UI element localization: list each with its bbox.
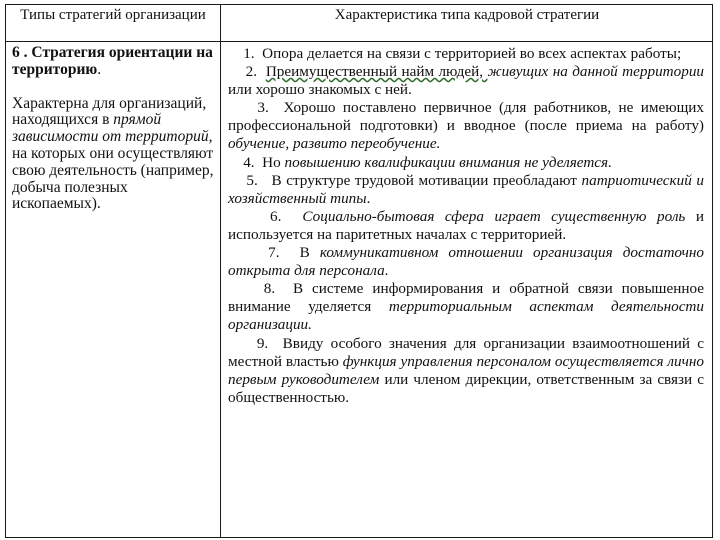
- characteristic-item: [228, 99, 704, 153]
- item-text: или членом дирекции, ответственным за связи с общественностью.: [228, 370, 704, 406]
- header-divider: [6, 41, 712, 42]
- characteristics-cell: [228, 45, 704, 407]
- item-text: повышению квалификации внимания не уделяется.: [284, 153, 612, 171]
- item-number: 1.: [228, 45, 263, 62]
- characteristic-item: [228, 154, 704, 172]
- column-divider: [220, 5, 221, 537]
- characteristic-item: [228, 335, 704, 407]
- item-text: обучение, развито переобучение.: [228, 135, 441, 153]
- item-number: 9.: [228, 334, 283, 352]
- item-number: 7.: [228, 244, 300, 262]
- item-text: Опора делается на связи с территорией во всех аспектах работы;: [262, 45, 682, 62]
- item-text: территориальным аспектам деятельности организации.: [228, 298, 704, 334]
- item-number: 5.: [228, 171, 267, 189]
- item-text: Но: [262, 153, 285, 171]
- item-text: В: [299, 244, 320, 262]
- characteristic-item: [228, 208, 704, 244]
- characteristic-item: [228, 280, 704, 334]
- item-number: 2.: [228, 63, 266, 81]
- item-text: патриотический и хозяйственный типы: [228, 171, 704, 207]
- item-text: .: [366, 189, 371, 207]
- item-text: В системе информирования и обратной связи повышенное внимание уделяется: [228, 280, 704, 316]
- item-text: Ввиду особого значения для организации взаимоотношений с местной властью: [228, 334, 704, 370]
- strategy-type-description: Характерна для организаций, находящихся в прямой зависимости от территорий, на которых они осуществляют свою деятельность (например, добыча полезных ископаемых).: [12, 94, 214, 213]
- strategy-table: [5, 4, 713, 538]
- item-number: 3.: [228, 99, 284, 117]
- item-text: живущих на данной территории: [487, 63, 705, 81]
- characteristic-item: [228, 63, 704, 99]
- item-text: Преимущественный найм людей,: [265, 63, 488, 81]
- item-text: коммуникативном отношении организация достаточно открыта для персонала: [228, 244, 705, 280]
- characteristic-item: [228, 244, 704, 280]
- header-strategy-characteristics: Характеристика типа кадровой стратегии: [334, 7, 600, 23]
- item-text: Социально-бытовая сфера играет существенную роль: [302, 207, 686, 225]
- item-text: или хорошо знакомых с ней.: [228, 81, 412, 99]
- characteristic-item: [228, 172, 704, 208]
- strategy-type-title: 6 . Стратегия ориентации на территорию: [12, 44, 213, 78]
- item-text: В структуре трудовой мотивации преобладают: [266, 171, 582, 189]
- item-text: и используется на паритетных началах с территорией.: [228, 207, 704, 243]
- item-number: 6.: [228, 207, 303, 225]
- item-number: 8.: [228, 280, 293, 298]
- item-text: .: [384, 262, 389, 280]
- strategy-type-title-end: .: [97, 60, 102, 78]
- header-strategy-types: Типы стратегий организации: [20, 7, 206, 23]
- item-text: функция управления персоналом осуществляется лично первым руководителем: [228, 352, 705, 388]
- characteristic-item: [228, 45, 704, 63]
- strategy-type-cell: [12, 45, 216, 213]
- item-number: 4.: [228, 153, 263, 171]
- item-text: Хорошо поставлено первичное (для работников, не имеющих профессиональной подготовки) и вводное (после приема на работу): [228, 99, 704, 135]
